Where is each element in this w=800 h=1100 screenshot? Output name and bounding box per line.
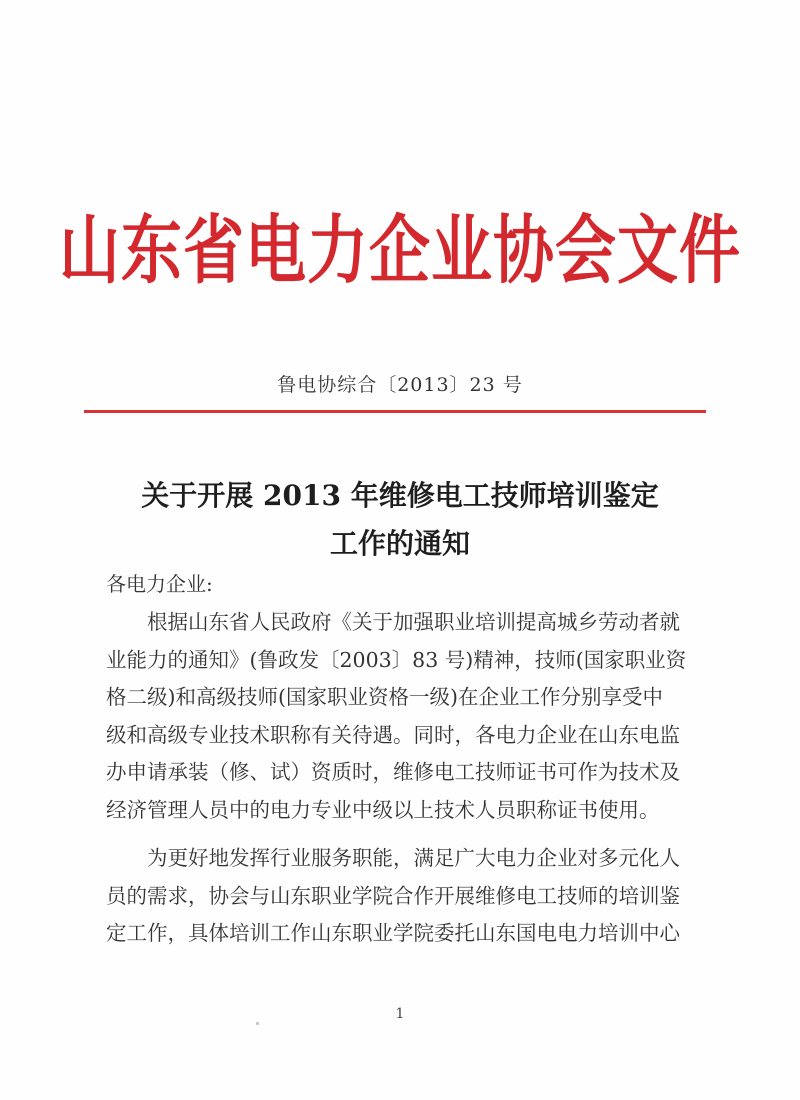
- paragraph-line: 员的需求，协会与山东职业学院合作开展维修电工技师的培训鉴: [106, 883, 680, 908]
- paragraph-line: 经济管理人员中的电力专业中级以上技术人员职称证书使用。: [106, 797, 660, 822]
- paragraph-line: 格二级)和高级技师(国家职业资格一级)在企业工作分别享受中: [106, 685, 663, 710]
- paragraph-line: 业能力的通知》(鲁政发〔2003〕83 号)精神，技师(国家职业资: [106, 647, 687, 672]
- body-paragraph-1: [106, 604, 686, 830]
- document-number: 鲁电协综合〔2013〕23 号: [277, 374, 523, 396]
- paragraph-line: 根据山东省人民政府《关于加强职业培训提高城乡劳动者就: [147, 610, 680, 634]
- header-divider: [84, 410, 706, 413]
- notice-title: [0, 472, 800, 568]
- paragraph-line: 定工作，具体培训工作山东职业学院委托山东国电电力培训中心: [106, 921, 680, 946]
- scan-speck: [256, 1022, 259, 1025]
- page-number: 1: [395, 1006, 405, 1022]
- document-header-title: 山东省电力企业协会文件: [58, 207, 741, 295]
- notice-title-line-2: 工作的通知: [329, 527, 470, 560]
- salutation: 各电力企业:: [106, 572, 213, 596]
- paragraph-line: 办申请承装（修、试）资质时，维修电工技师证书可作为技术及: [106, 760, 680, 785]
- body-paragraph-2: [106, 840, 686, 953]
- paragraph-line: 级和高级专业技术职称有关待遇。同时，各电力企业在山东电监: [106, 722, 680, 747]
- notice-title-line-1: 关于开展 2013 年维修电工技师培训鉴定: [141, 479, 659, 512]
- paragraph-line: 为更好地发挥行业服务职能，满足广大电力企业对多元化人: [147, 846, 680, 870]
